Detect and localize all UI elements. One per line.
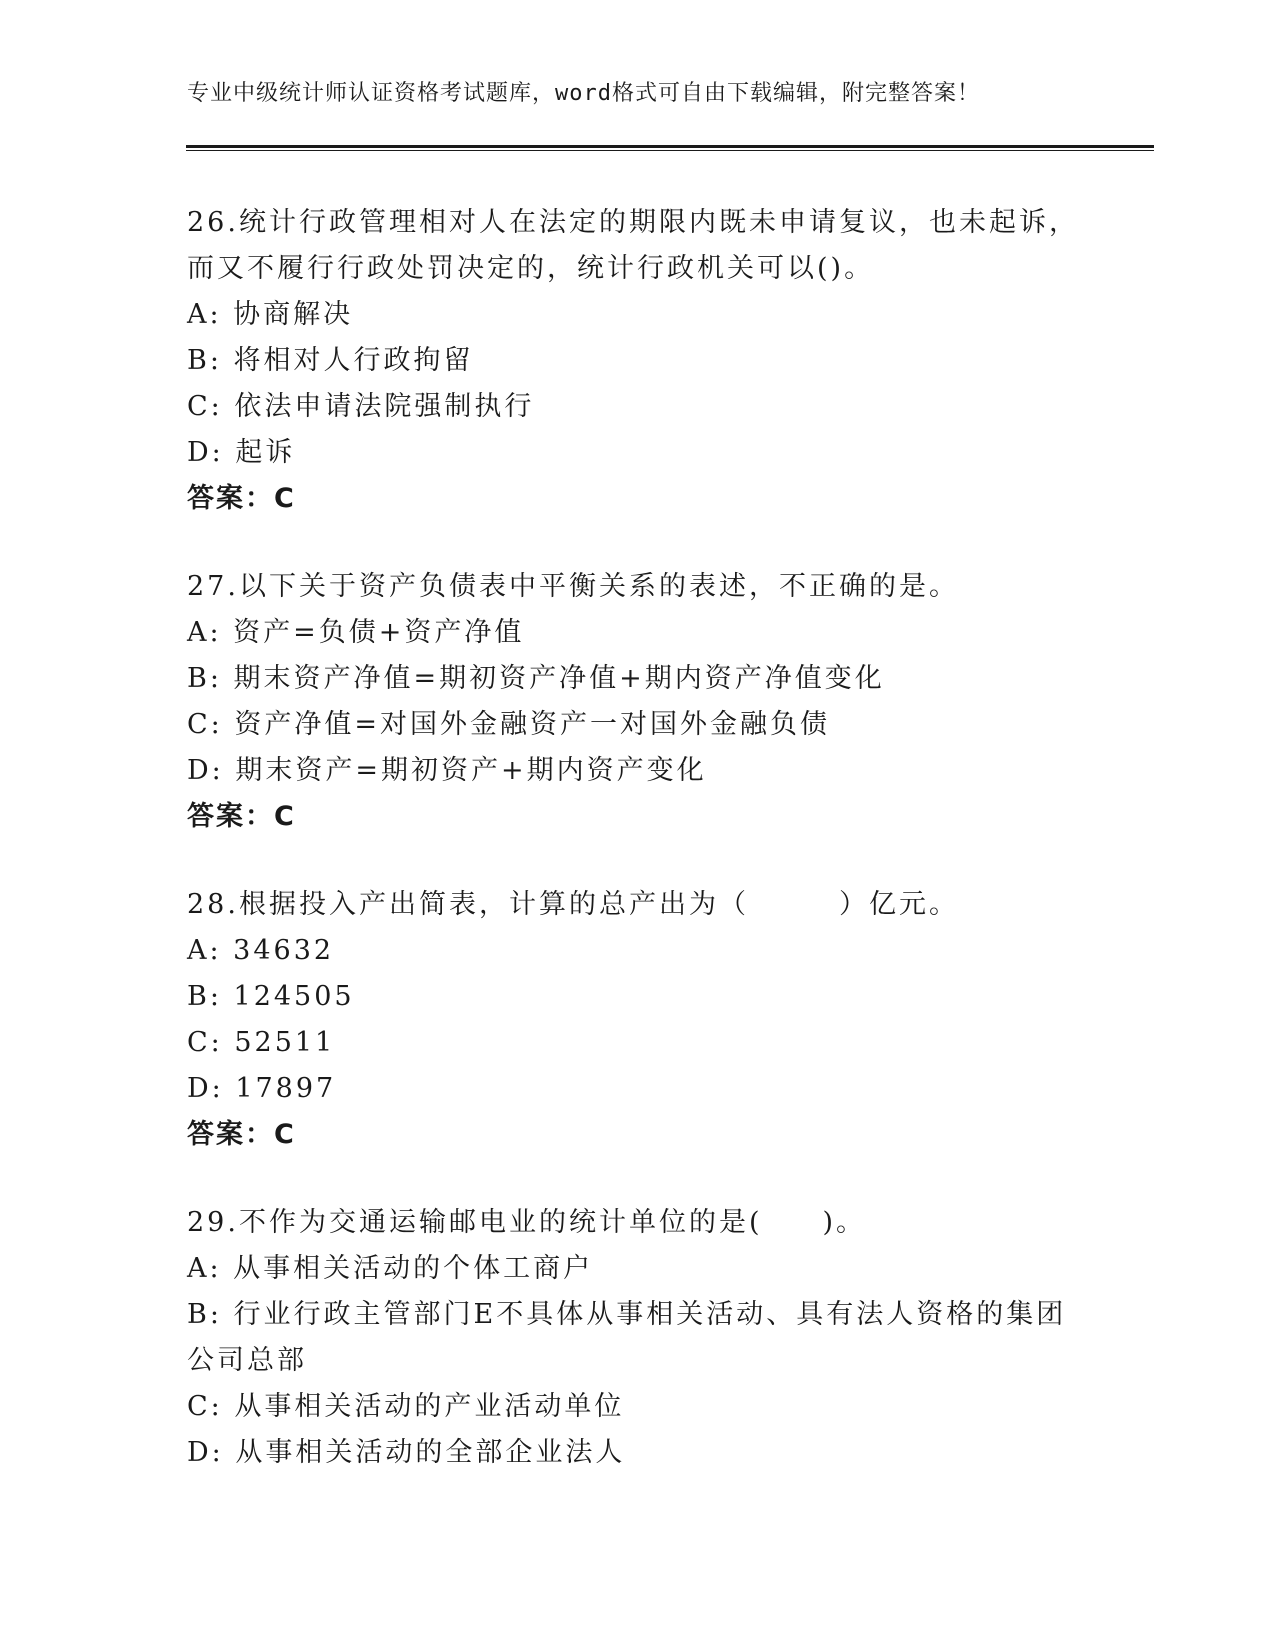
question-item	[187, 882, 1087, 1158]
option-b: B: 期末资产净值=期初资产净值+期内资产净值变化	[187, 663, 885, 694]
option-c: C: 52511	[187, 1027, 336, 1058]
answer-line: 答案：C	[187, 1119, 296, 1150]
option-b: B: 将相对人行政拘留	[187, 345, 474, 376]
question-stem: 27.以下关于资产负债表中平衡关系的表述，不正确的是。	[187, 571, 959, 602]
option-d: D: 17897	[187, 1073, 337, 1104]
answer-line: 答案：C	[187, 801, 296, 832]
answer-line: 答案：C	[187, 483, 296, 514]
option-c: C: 依法申请法院强制执行	[187, 391, 535, 422]
question-item	[187, 1200, 1087, 1476]
header-divider-thick	[186, 145, 1154, 148]
header-divider-thin	[186, 150, 1154, 151]
option-d: D: 起诉	[187, 437, 296, 468]
option-a: A: 资产=负债+资产净值	[187, 617, 525, 648]
option-a: A: 34632	[187, 935, 335, 966]
option-a: A: 从事相关活动的个体工商户	[187, 1253, 594, 1284]
question-item	[187, 200, 1087, 522]
question-item	[187, 564, 1087, 840]
option-a: A: 协商解决	[187, 299, 354, 330]
question-stem: 29.不作为交通运输邮电业的统计单位的是( )。	[187, 1207, 867, 1238]
question-list	[187, 200, 1087, 1518]
option-d: D: 期末资产=期初资产+期内资产变化	[187, 755, 707, 786]
option-c: C: 从事相关活动的产业活动单位	[187, 1391, 625, 1422]
option-d: D: 从事相关活动的全部企业法人	[187, 1437, 626, 1468]
option-b: B: 行业行政主管部门E不具体从事相关活动、具有法人资格的集团公司总部	[187, 1299, 1067, 1376]
option-b: B: 124505	[187, 981, 355, 1012]
question-stem: 28.根据投入产出简表，计算的总产出为（ ）亿元。	[187, 889, 959, 920]
document-header: 专业中级统计师认证资格考试题库，word格式可自由下载编辑，附完整答案！	[187, 81, 980, 106]
question-stem: 26.统计行政管理相对人在法定的期限内既未申请复议，也未起诉，而又不履行行政处罚决定的，统计行政机关可以()。	[187, 207, 1079, 284]
option-c: C: 资产净值=对国外金融资产一对国外金融负债	[187, 709, 830, 740]
